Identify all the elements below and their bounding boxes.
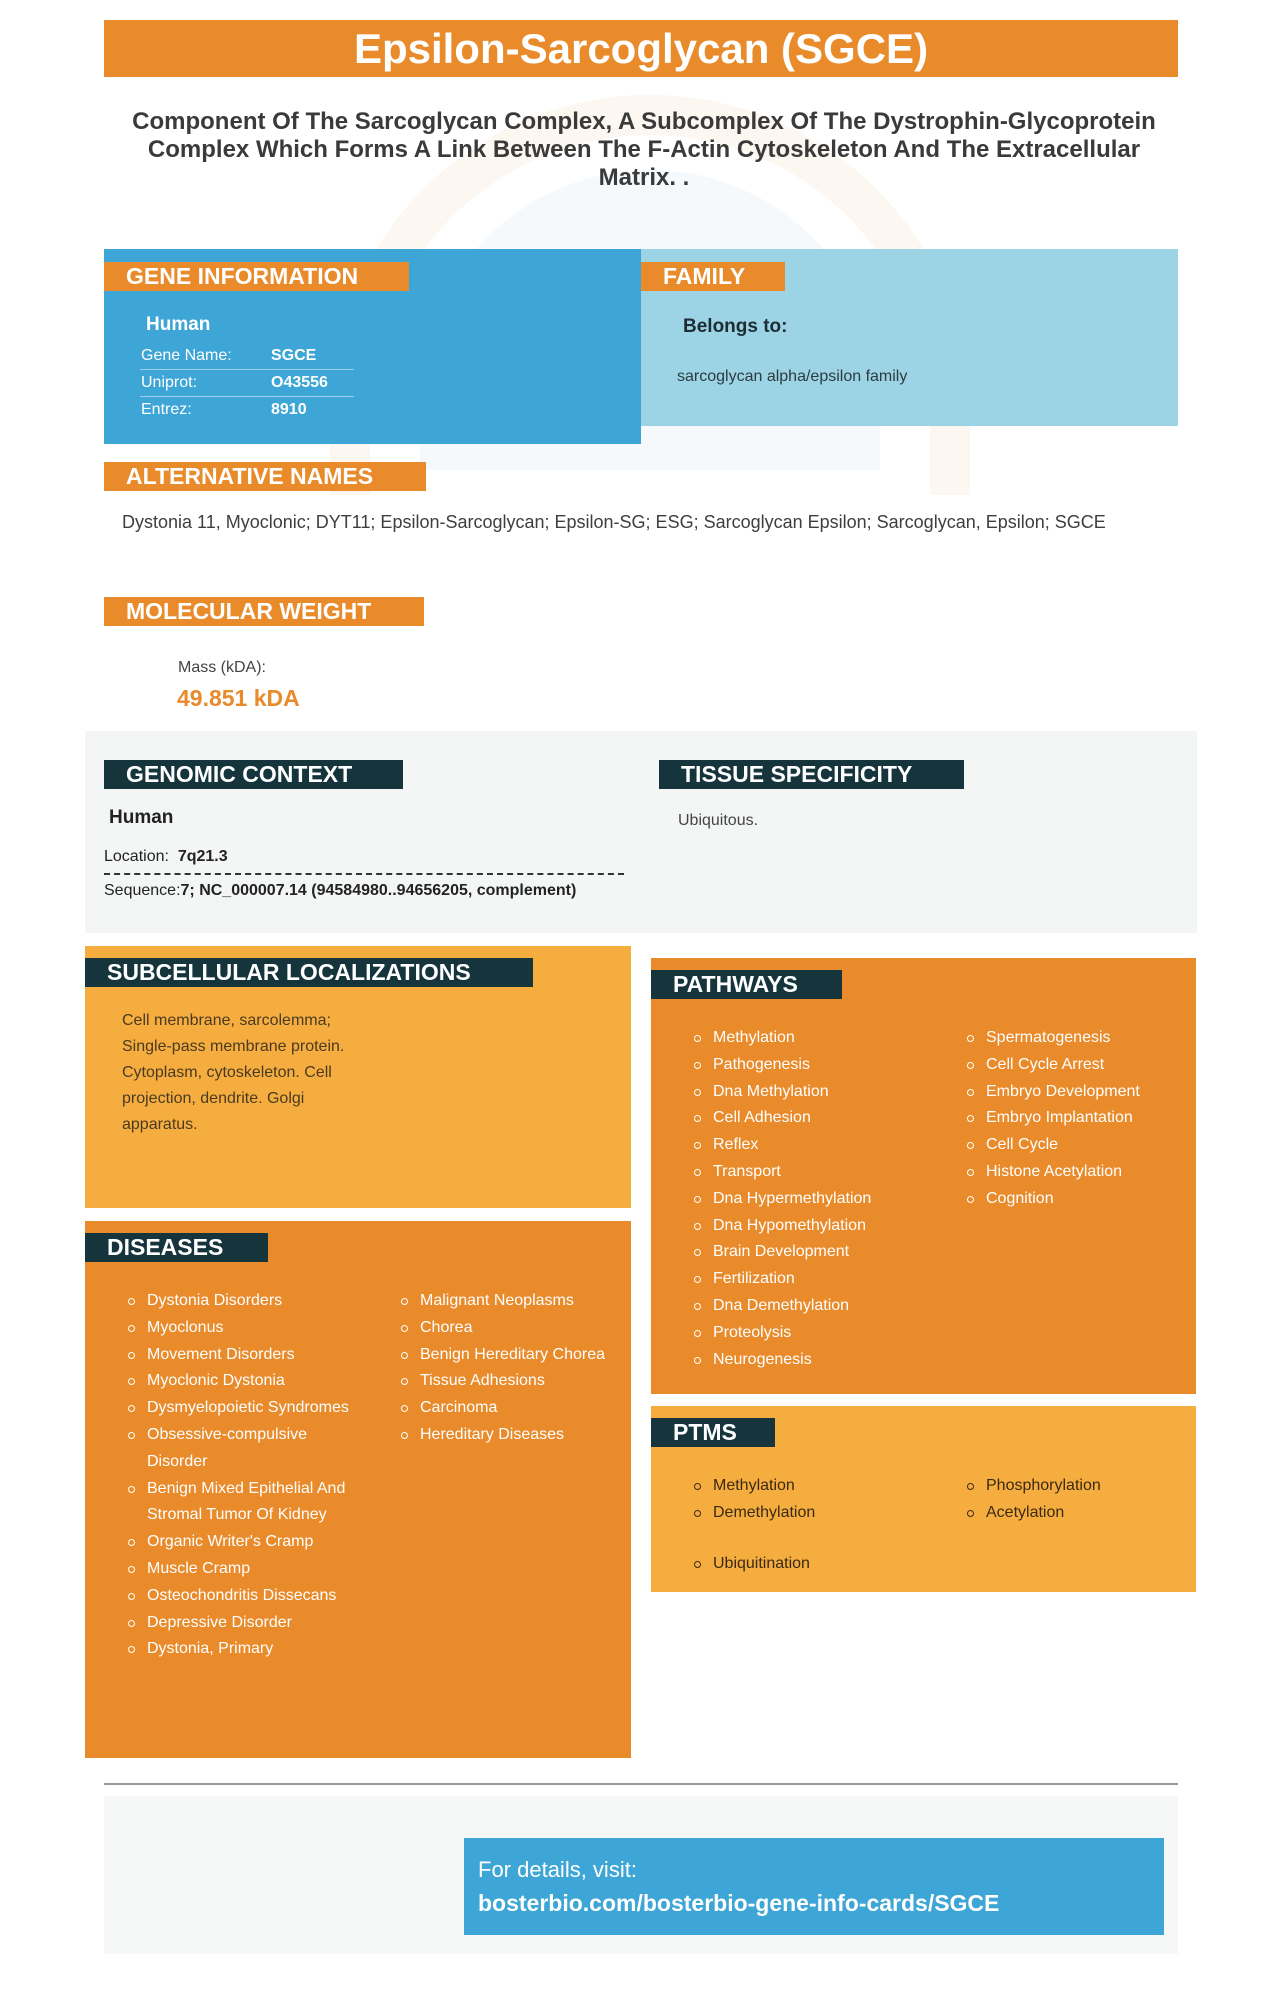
list-item: Myoclonic Dystonia — [122, 1368, 352, 1395]
list-item: Organic Writer's Cramp — [122, 1529, 352, 1556]
gene-name-value: SGCE — [271, 347, 317, 364]
gene-species: Human — [146, 314, 211, 335]
list-item: Histone Acetylation — [961, 1159, 1186, 1186]
list-item: Depressive Disorder — [122, 1610, 352, 1637]
list-item: Proteolysis — [688, 1320, 928, 1347]
list-item: Myoclonus — [122, 1315, 352, 1342]
list-item: Dna Hypermethylation — [688, 1186, 928, 1213]
list-item: Methylation — [688, 1473, 928, 1500]
list-item: Cell Cycle — [961, 1132, 1186, 1159]
list-item: Chorea — [395, 1315, 615, 1342]
genomic-context-heading: GENOMIC CONTEXT — [104, 760, 403, 789]
family-text: sarcoglycan alpha/epsilon family — [677, 368, 908, 385]
protein-description: Component Of The Sarcoglycan Complex, A Subcomplex Of The Dystrophin-Glycoprotein Complex Which Forms A Link Between The F-Actin Cytoskeleton And The Extracellular Matrix. . — [132, 108, 1156, 191]
molecular-weight-heading: MOLECULAR WEIGHT — [104, 597, 424, 626]
ptms-list-col2 — [961, 1473, 1186, 1527]
alternative-names-heading: ALTERNATIVE NAMES — [104, 462, 426, 491]
list-item: Obsessive-compulsive Disorder — [122, 1422, 352, 1476]
sequence-value: 7; NC_000007.14 (94584980..94656205, complement) — [180, 882, 577, 899]
subcellular-heading: SUBCELLULAR LOCALIZATIONS — [85, 958, 533, 987]
family-heading: FAMILY — [641, 262, 785, 291]
dashed-divider — [104, 873, 624, 875]
list-item: Carcinoma — [395, 1395, 615, 1422]
pathways-heading: PATHWAYS — [651, 970, 842, 999]
alternative-names-text: Dystonia 11, Myoclonic; DYT11; Epsilon-Sarcoglycan; Epsilon-SG; ESG; Sarcoglycan Epsilon; Sarcoglycan, Epsilon; SGCE — [122, 512, 1106, 532]
list-item: Osteochondritis Dissecans — [122, 1583, 352, 1610]
list-item: Neurogenesis — [688, 1347, 928, 1374]
mass-label: Mass (kDA): — [178, 659, 266, 676]
entrez-value: 8910 — [271, 401, 307, 418]
details-link-box[interactable] — [464, 1838, 1164, 1935]
tissue-specificity-heading: TISSUE SPECIFICITY — [659, 760, 964, 789]
genomic-location — [104, 848, 228, 866]
details-label: For details, visit: — [478, 1857, 637, 1882]
list-item: Brain Development — [688, 1239, 928, 1266]
gene-information-heading: GENE INFORMATION — [104, 262, 409, 291]
gene-row-name — [140, 343, 354, 370]
subcellular-text: Cell membrane, sarcolemma; Single-pass membrane protein. Cytoplasm, cytoskeleton. Cell projection, dendrite. Golgi apparatus. — [122, 1012, 345, 1133]
list-item: Movement Disorders — [122, 1342, 352, 1369]
list-item: Methylation — [688, 1025, 928, 1052]
ptms-heading: PTMS — [651, 1418, 775, 1447]
list-item: Embryo Development — [961, 1079, 1186, 1106]
list-item: Ubiquitination — [688, 1551, 928, 1578]
diseases-list-col1 — [122, 1288, 352, 1663]
list-item: Benign Hereditary Chorea — [395, 1342, 615, 1369]
location-label: Location: — [104, 848, 169, 865]
uniprot-label: Uniprot: — [141, 374, 198, 391]
list-item: Malignant Neoplasms — [395, 1288, 615, 1315]
tissue-specificity-text: Ubiquitous. — [678, 812, 759, 829]
genomic-sequence — [104, 882, 576, 900]
list-item: Cognition — [961, 1186, 1186, 1213]
pathways-list-col1 — [688, 1025, 928, 1373]
list-item: Dystonia Disorders — [122, 1288, 352, 1315]
list-item: Dna Hypomethylation — [688, 1213, 928, 1240]
list-item: Cell Adhesion — [688, 1105, 928, 1132]
list-item: Muscle Cramp — [122, 1556, 352, 1583]
gene-row-entrez — [140, 397, 354, 424]
list-item: Fertilization — [688, 1266, 928, 1293]
list-item: Transport — [688, 1159, 928, 1186]
list-item: Reflex — [688, 1132, 928, 1159]
entrez-label: Entrez: — [141, 401, 192, 418]
ptms-list-extra — [688, 1551, 928, 1578]
uniprot-value: O43556 — [271, 374, 328, 391]
list-item: Acetylation — [961, 1500, 1186, 1527]
list-item: Hereditary Diseases — [395, 1422, 615, 1449]
gene-name-label: Gene Name: — [141, 347, 232, 364]
gene-row-uniprot — [140, 370, 354, 397]
list-item: Spermatogenesis — [961, 1025, 1186, 1052]
mass-value: 49.851 kDA — [177, 685, 300, 711]
sequence-label: Sequence: — [104, 882, 181, 899]
list-item: Dna Methylation — [688, 1079, 928, 1106]
genomic-species: Human — [109, 807, 174, 828]
footer-divider — [104, 1783, 1178, 1785]
list-item: Tissue Adhesions — [395, 1368, 615, 1395]
list-item: Demethylation — [688, 1500, 928, 1527]
list-item: Cell Cycle Arrest — [961, 1052, 1186, 1079]
list-item: Embryo Implantation — [961, 1105, 1186, 1132]
diseases-heading: DISEASES — [85, 1233, 268, 1262]
list-item: Phosphorylation — [961, 1473, 1186, 1500]
location-value: 7q21.3 — [177, 848, 228, 865]
list-item: Pathogenesis — [688, 1052, 928, 1079]
ptms-list-col1 — [688, 1473, 928, 1527]
pathways-list-col2 — [961, 1025, 1186, 1213]
list-item: Dna Demethylation — [688, 1293, 928, 1320]
list-item: Benign Mixed Epithelial And Stromal Tumor Of Kidney — [122, 1476, 352, 1530]
list-item: Dystonia, Primary — [122, 1636, 352, 1663]
list-item: Dysmyelopoietic Syndromes — [122, 1395, 352, 1422]
details-url-link[interactable]: bosterbio.com/bosterbio-gene-info-cards/SGCE — [478, 1890, 1000, 1916]
belongs-to-label: Belongs to: — [683, 316, 788, 337]
page-title: Epsilon-Sarcoglycan (SGCE) — [104, 20, 1178, 77]
diseases-list-col2 — [395, 1288, 615, 1449]
